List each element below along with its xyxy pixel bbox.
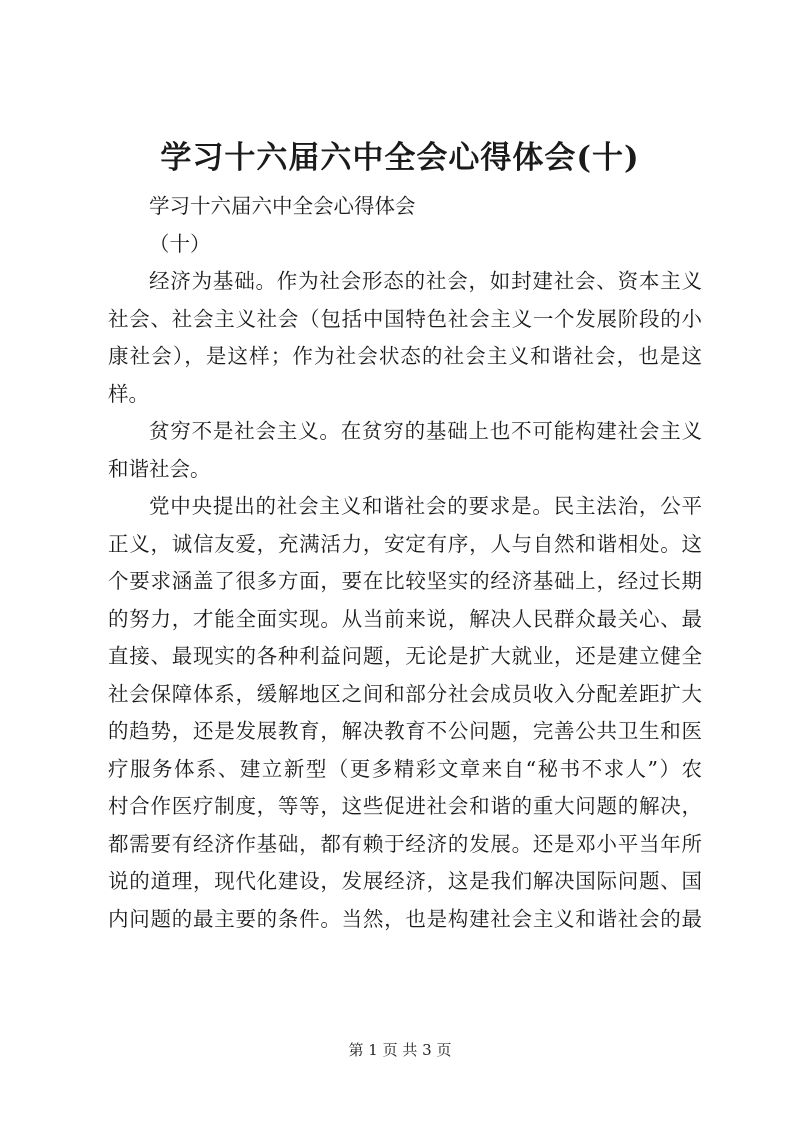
paragraph-line: 的趋势，还是发展教育，解决教育不公问题，完善公共卫生和医	[108, 719, 702, 743]
page-footer: 第 1 页 共 3 页	[348, 1041, 452, 1059]
paragraph-line: 直接、最现实的各种利益问题，无论是扩大就业，还是建立健全	[108, 644, 702, 668]
paragraph-line: 正义，诚信友爱，充满活力，安定有序，人与自然和谐相处。这	[108, 531, 702, 556]
paragraph-line: 社会保障体系，缓解地区之间和部分社会成员收入分配差距扩大	[108, 681, 702, 706]
document-body	[108, 188, 702, 938]
paragraph-line: 康社会），是这样；作为社会状态的社会主义和谐社会，也是这	[108, 344, 702, 368]
paragraph-line: 内问题的最主要的条件。当然，也是构建社会主义和谐社会的最	[108, 906, 702, 931]
paragraph-line: 说的道理，现代化建设，发展经济，这是我们解决国际问题、国	[108, 869, 702, 893]
paragraph-line: 样。	[108, 381, 149, 406]
paragraph-line: 的努力，才能全面实现。从当前来说，解决人民群众最关心、最	[108, 606, 702, 631]
paragraph-line: 个要求涵盖了很多方面，要在比较坚实的经济基础上，经过长期	[108, 569, 702, 593]
paragraph-line: 贫穷不是社会主义。在贫穷的基础上也不可能构建社会主义	[149, 419, 702, 443]
subtitle-line: 学习十六届六中全会心得体会	[149, 194, 416, 218]
paragraph-line: 都需要有经济作基础，都有赖于经济的发展。还是邓小平当年所	[108, 831, 702, 856]
paragraph-line: 村合作医疗制度，等等，这些促进社会和谐的重大问题的解决，	[108, 794, 702, 818]
paragraph-line: 疗服务体系、建立新型（更多精彩文章来自“秘书不求人”）农	[108, 756, 702, 781]
document-title: 学习十六届六中全会心得体会(十)	[160, 140, 640, 176]
paragraph-line: 社会、社会主义社会（包括中国特色社会主义一个发展阶段的小	[108, 306, 702, 331]
paragraph-line: 经济为基础。作为社会形态的社会，如封建社会、资本主义	[149, 269, 702, 293]
paragraph-line: 和谐社会。	[108, 456, 211, 481]
subtitle-number-line: （十）	[149, 231, 211, 256]
paragraph-line: 党中央提出的社会主义和谐社会的要求是。民主法治，公平	[149, 494, 702, 518]
